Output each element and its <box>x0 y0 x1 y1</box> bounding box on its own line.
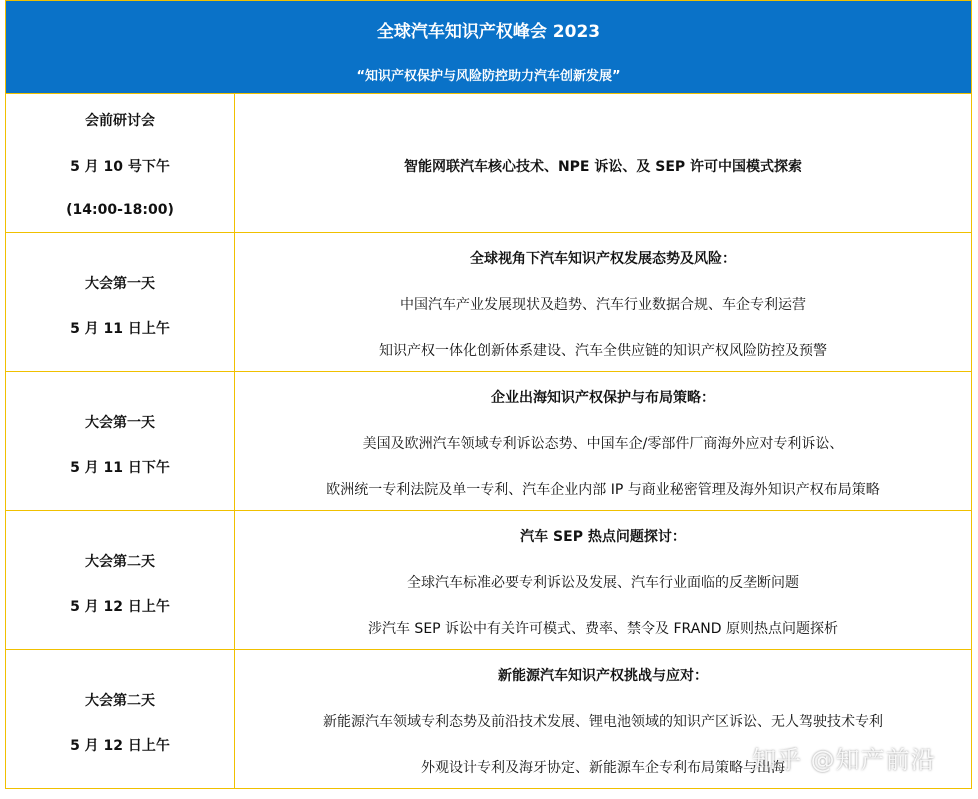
agenda-header <box>5 0 972 94</box>
session-name: 大会第一天 <box>85 415 155 431</box>
session-topic-heading: 汽车 SEP 热点问题探讨： <box>520 529 686 545</box>
session-topic-item: 中国汽车产业发展现状及趋势、汽车行业数据合规、车企专利运营 <box>400 297 806 313</box>
session-time-cell <box>5 511 235 650</box>
session-topic-item: 涉汽车 SEP 诉讼中有关许可模式、费率、禁令及 FRAND 原则热点问题探析 <box>367 621 839 637</box>
session-topic-item: 美国及欧洲汽车领域专利诉讼态势、中国车企/零部件厂商海外应对专利诉讼、 <box>362 436 844 452</box>
agenda-row <box>5 94 972 233</box>
session-time-cell <box>5 650 235 789</box>
watermark-text: 知乎 @知产前沿 <box>752 746 936 774</box>
session-date: 5 月 11 日上午 <box>70 321 170 337</box>
session-time-cell <box>5 233 235 372</box>
session-name: 会前研讨会 <box>85 113 155 129</box>
agenda-row <box>5 372 972 511</box>
agenda-table <box>5 94 972 789</box>
session-topic-item: 外观设计专利及海牙协定、新能源车企专利布局策略与出海 <box>421 760 785 776</box>
session-topic-heading: 企业出海知识产权保护与布局策略： <box>491 390 715 406</box>
summit-theme: “知识产权保护与风险防控助力汽车创新发展” <box>356 69 621 84</box>
session-topic-cell <box>235 511 972 650</box>
agenda-row <box>5 511 972 650</box>
session-topic-cell <box>235 372 972 511</box>
session-time-cell <box>5 372 235 511</box>
session-topic-heading: 新能源汽车知识产权挑战与应对： <box>498 668 708 684</box>
session-topic-item: 全球汽车标准必要专利诉讼及发展、汽车行业面临的反垄断问题 <box>407 575 799 591</box>
session-topic-heading: 全球视角下汽车知识产权发展态势及风险： <box>470 251 736 267</box>
session-time-cell <box>5 94 235 233</box>
session-date: 5 月 11 日下午 <box>70 460 170 476</box>
agenda-row <box>5 233 972 372</box>
session-topic-item: 新能源汽车领域专利态势及前沿技术发展、锂电池领域的知识产区诉讼、无人驾驶技术专利 <box>323 714 883 730</box>
summit-title: 全球汽车知识产权峰会 2023 <box>376 22 601 42</box>
session-topic: 智能网联汽车核心技术、NPE 诉讼、及 SEP 许可中国模式探索 <box>403 159 803 175</box>
session-topic-cell <box>235 233 972 372</box>
session-topic-item: 欧洲统一专利法院及单一专利、汽车企业内部 IP 与商业秘密管理及海外知识产权布局策略 <box>326 482 880 498</box>
session-hours: (14:00-18:00) <box>66 202 174 218</box>
session-name: 大会第二天 <box>85 693 155 709</box>
session-name: 大会第二天 <box>85 554 155 570</box>
session-name: 大会第一天 <box>85 276 155 292</box>
session-topic-cell <box>235 94 972 233</box>
session-date: 5 月 12 日上午 <box>70 738 170 754</box>
session-date: 5 月 12 日上午 <box>70 599 170 615</box>
session-topic-item: 知识产权一体化创新体系建设、汽车全供应链的知识产权风险防控及预警 <box>379 343 827 359</box>
session-date: 5 月 10 号下午 <box>70 159 170 175</box>
